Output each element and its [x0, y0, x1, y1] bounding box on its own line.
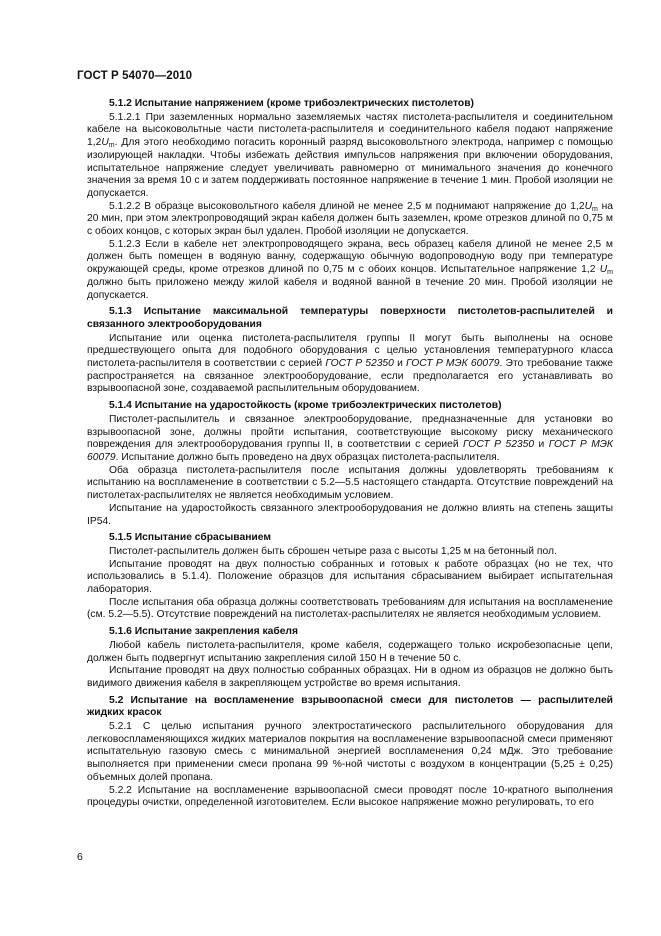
paragraph: Испытание или оценка пистолета-распылителя группы II могут быть выполнены на основе предшествующего опыта для подобного оборудования с целью установления температурного класса пистолета-распылителя в соответствии с серией ГОСТ Р 52350 и ГОСТ Р МЭК 60079. Это требование также распространяется на связанное электрооборудование, если предполагается его устанавливать во взрывоопасной зоне, создаваемой распылительным оборудованием.	[87, 332, 613, 395]
paragraph: Пистолет-распылитель и связанное электрооборудование, предназначенные для установки во взрывоопасной зоне, должны пройти испытания, соответствующие высокому риску механического повреждения для электрооборудования группы II, в соответствии с серией ГОСТ Р 52350 и ГОСТ Р МЭК 60079. Испытание должно быть проведено на двух образцах пистолета-распылителя.	[87, 413, 613, 463]
paragraph: 5.1.2.3 Если в кабеле нет электропроводящего экрана, весь образец кабеля длиной не менее 2,5 м должен быть помещен в водяную ванну, содержащую обычную водопроводную воду при температуре окружающей среды, кроме отрезков длиной по 0,75 м с обоих концов. Испытательное напряжение 1,2 $U_m$ должно быть приложено между жилой кабеля и водяной ванной в течение 20 мин. Пробой изоляции не допускается.	[87, 238, 613, 301]
paragraph: 5.2.1 С целью испытания ручного электростатического распылительного оборудования для легковоспламеняющихся жидких материалов покрытия на воспламенение взрывоопасной смеси применяют испытательную газовую смесь с минимальной энергией воспламенения 0,24 мДж. Это требование выполняется при применении смеси пропана 99 %-ной чистоты с воздухом в концентрации (5,25 ± 0,25) объемных долей пропана.	[87, 721, 613, 783]
paragraph: Любой кабель пистолета-распылителя, кроме кабеля, содержащего только искробезопасные цепи, должен быть подвергнут испытанию закрепления силой 150 Н в течение 50 с.	[87, 639, 613, 664]
section-heading: 5.1.4 Испытание на ударостойкость (кроме трибоэлектрических пистолетов)	[109, 400, 502, 412]
paragraph: 5.2.2 Испытание на воспламенение взрывоопасной смеси проводят после 10-кратного выполнения процедуры очистки, определенной изготовителем. Если высокое напряжение можно регулировать, то его	[87, 784, 613, 809]
document-header: ГОСТ Р 54070—2010	[77, 70, 193, 82]
paragraph: Испытание проводят на двух полностью собранных образцах. Ни в одном из образцов не должно быть видимого движения кабеля в закрепляющем устройстве во время испытания.	[87, 665, 613, 689]
page-number: 6	[77, 851, 83, 863]
section-heading: 5.1.6 Испытание закрепления кабеля	[109, 626, 298, 638]
document-body	[87, 98, 613, 810]
paragraph: После испытания оба образца должны соответствовать требованиям для испытания на воспламенение (см. 5.2—5.5). Отсутствие повреждений на пистолетах-распылителях не является необходимым условием.	[87, 596, 613, 621]
section-heading: 5.1.2 Испытание напряжением (кроме трибоэлектрических пистолетов)	[109, 98, 474, 109]
section-heading: 5.1.5 Испытание сбрасыванием	[109, 532, 271, 544]
paragraph: Оба образца пистолета-распылителя после испытания должны удовлетворять требованиям к испытанию на воспламенение в соответствии с 5.2—5.5 настоящего стандарта. Отсутствие повреждений на пистолетах-распылителях не является необходимым условием.	[87, 464, 613, 502]
paragraph: 5.1.2.2 В образце высоковольтного кабеля длиной не менее 2,5 м поднимают напряжение до $1,2U_m$ на 20 мин, при этом электропроводящий экран кабеля должен быть заземлен, кроме отрезков длиной по 0,75 м с обоих концов, с которых экран был удален. Пробой изоляции не допускается.	[87, 200, 613, 238]
section-heading: 5.1.3 Испытание максимальной температуры поверхности пистолетов-распылителей и связанного электрооборудования	[87, 306, 613, 330]
paragraph: Испытание проводят на двух полностью собранных и готовых к работе образцах (но не тех, что использовались в 5.1.4). Положение образцов для испытания сбрасыванием выбирает испытательная лаборатория.	[87, 558, 613, 596]
paragraph: Испытание на ударостойкость связанного электрооборудования не должно влиять на степень защиты IP54.	[87, 502, 613, 527]
paragraph: 5.1.2.1 При заземленных нормально заземляемых частях пистолета-распылителя и соединительном кабеле на высоковольтные части пистолета-распылителя и соединительного кабеля подают напряжение $1,2U_m$. Для этого необходимо погасить коронный разряд высоковольтного электрода, например с помощью изолирующей накладки. Чтобы избежать действия импульсов напряжения при включении оборудования, испытательное напряжение следует увеличивать равномерно от минимального значения до конечного значения за время 10 с и затем поддерживать постоянное напряжение в течение 1 мин. Пробой изоляции не допускается.	[87, 111, 613, 199]
section-heading: 5.2 Испытание на воспламенение взрывоопасной смеси для пистолетов — распылителей жидких красок	[87, 694, 613, 719]
paragraph: Пистолет-распылитель должен быть сброшен четыре раза с высоты 1,25 м на бетонный пол.	[109, 545, 557, 557]
